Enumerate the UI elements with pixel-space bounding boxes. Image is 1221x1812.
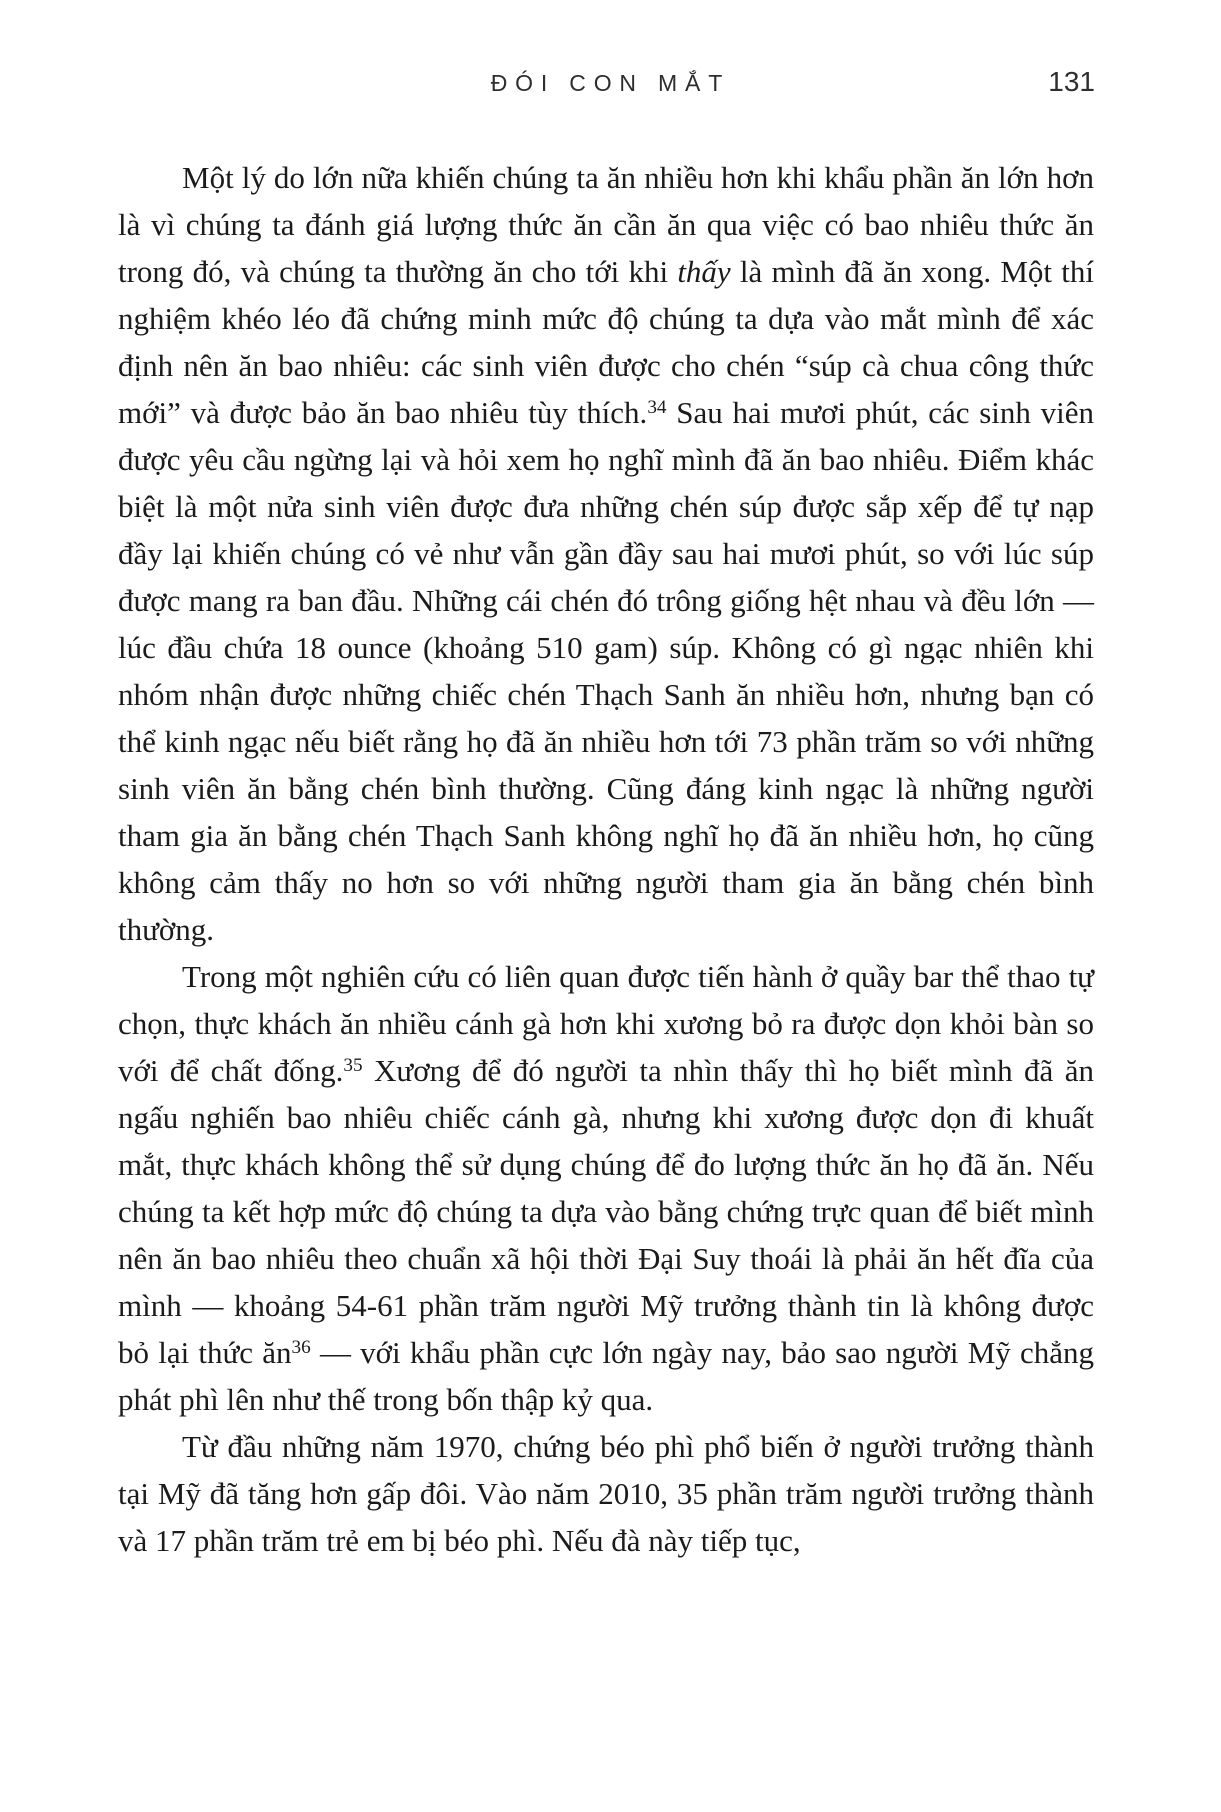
text-run: — với khẩu phần cực lớn ngày nay, bảo sao người Mỹ chẳng phát phì lên như thế trong bốn thập kỷ qua. (118, 1335, 1094, 1417)
page-number: 131 (1048, 66, 1095, 97)
footnote-reference: 36 (291, 1337, 311, 1359)
text-run: Một lý do lớn nữa khiến chúng ta ăn nhiều hơn khi khẩu phần ăn lớn hơn là vì chúng ta đánh giá lượng thức ăn cần ăn qua việc có bao nhiêu thức ăn trong đó, và chúng ta thường ăn cho tới khi (118, 160, 1094, 289)
text-run: Sau hai mươi phút, các sinh viên được yêu cầu ngừng lại và hỏi xem họ nghĩ mình đã ăn bao nhiêu. Điểm khác biệt là một nửa sinh viên được đưa những chén súp được sắp xếp để tự nạp đầy lại khiến chúng có vẻ như vẫn gần đầy sau hai mươi phút, so với lúc súp được mang ra ban đầu. Những cái chén đó trông giống hệt nhau và đều lớn — lúc đầu chứa 18 ounce (khoảng 510 gam) súp. Không có gì ngạc nhiên khi nhóm nhận được những chiếc chén Thạch Sanh ăn nhiều hơn, nhưng bạn có thể kinh ngạc nếu biết rằng họ đã ăn nhiều hơn tới 73 phần trăm so với những sinh viên ăn bằng chén bình thường. Cũng đáng kinh ngạc là những người tham gia ăn bằng chén Thạch Sanh không nghĩ họ đã ăn nhiều hơn, họ cũng không cảm thấy no hơn so với những người tham gia ăn bằng chén bình thường. (118, 395, 1094, 947)
paragraph (118, 1423, 1094, 1564)
page-header (118, 66, 1095, 106)
text-run: Trong một nghiên cứu có liên quan được tiến hành ở quầy bar thể thao tự chọn, thực khách ăn nhiều cánh gà hơn khi xương bỏ ra được dọn khỏi bàn so với để chất đống. (118, 959, 1094, 1088)
text-run: Xương để đó người ta nhìn thấy thì họ biết mình đã ăn ngấu nghiến bao nhiêu chiếc cánh gà, nhưng khi xương được dọn đi khuất mắt, thực khách không thể sử dụng chúng để đo lượng thức ăn họ đã ăn. Nếu chúng ta kết hợp mức độ chúng ta dựa vào bằng chứng trực quan để biết mình nên ăn bao nhiêu theo chuẩn xã hội thời Đại Suy thoái là phải ăn hết đĩa của mình — khoảng 54-61 phần trăm người Mỹ trưởng thành tin là không được bỏ lại thức ăn (118, 1053, 1094, 1370)
paragraph (118, 154, 1094, 953)
running-header-title: ĐÓI CON MẮT (490, 70, 731, 96)
text-run: Từ đầu những năm 1970, chứng béo phì phổ biến ở người trưởng thành tại Mỹ đã tăng hơn gấp đôi. Vào năm 2010, 35 phần trăm người trưởng thành và 17 phần trăm trẻ em bị béo phì. Nếu đà này tiếp tục, (118, 1429, 1094, 1558)
footnote-reference: 35 (343, 1055, 363, 1077)
emphasized-text: thấy (677, 254, 731, 289)
body-text (118, 154, 1094, 1564)
footnote-reference: 34 (647, 397, 667, 419)
paragraph (118, 953, 1094, 1423)
text-run: là mình đã ăn xong. Một thí nghiệm khéo léo đã chứng minh mức độ chúng ta dựa vào mắt mình để xác định nên ăn bao nhiêu: các sinh viên được cho chén “súp cà chua công thức mới” và được bảo ăn bao nhiêu tùy thích. (118, 254, 1094, 430)
